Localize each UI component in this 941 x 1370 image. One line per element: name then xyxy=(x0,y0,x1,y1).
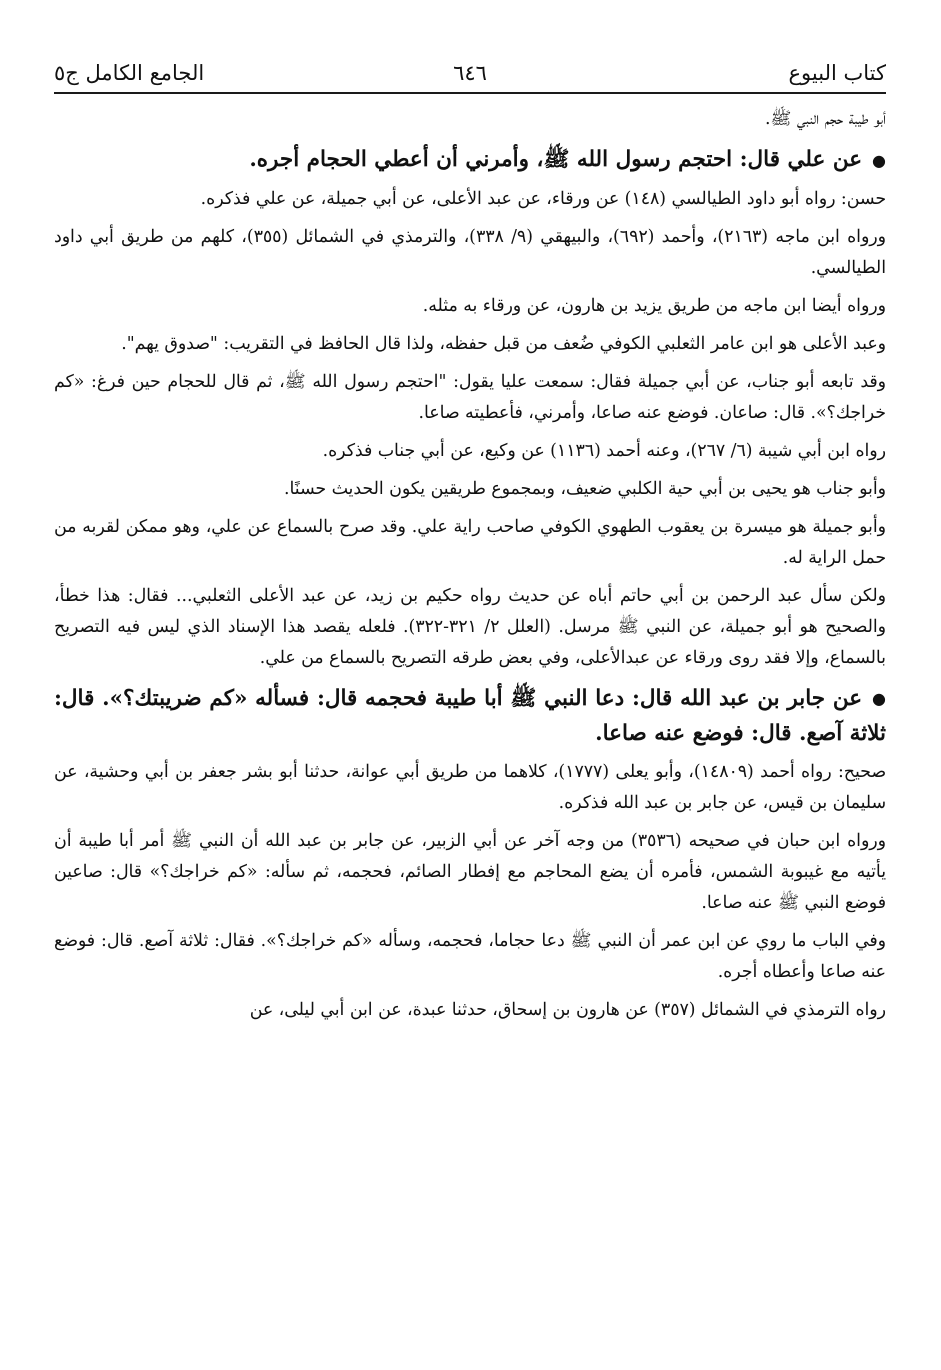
commentary-paragraph xyxy=(54,184,886,215)
commentary-paragraph xyxy=(54,995,886,1026)
commentary-paragraph xyxy=(54,436,886,467)
hadith-paragraph xyxy=(54,681,886,752)
commentary-paragraph xyxy=(54,329,886,360)
paragraph-text: وأبو جميلة هو ميسرة بن يعقوب الطهوي الكوفي صاحب راية علي. وقد صرح بالسماع عن علي، وهو ممكن لقربه من حمل الراية له. xyxy=(54,516,886,568)
commentary-paragraph xyxy=(54,581,886,674)
commentary-paragraph xyxy=(54,104,886,135)
commentary-paragraph xyxy=(54,826,886,919)
book-chapter-title: كتاب البيوع xyxy=(788,61,886,85)
book-page xyxy=(54,56,886,1356)
paragraph-text: عن جابر بن عبد الله قال: دعا النبي ﷺ أبا طيبة فحجمه قال: فسأله «كم ضريبتك؟». قال: ثلاثة آصع. قال: فوضع عنه صاعا. xyxy=(54,685,886,746)
paragraph-text: ورواه أيضا ابن ماجه من طريق يزيد بن هارون، عن ورقاء به مثله. xyxy=(422,295,886,316)
paragraph-text: ورواه ابن حبان في صحيحه (٣٥٣٦) من وجه آخر عن أبي الزبير، عن جابر بن عبد الله أن النبي ﷺ أمر أبا طيبة أن يأتيه مع غيبوبة الشمس، فأمره أن يضع المحاجم مع إفطار الصائم، فحجمه، ثم سأله: «كم خراجك؟» قال: صاعين فوضع النبي ﷺ عنه صاعا. xyxy=(54,831,886,913)
page-header xyxy=(54,56,886,94)
hadith-paragraph xyxy=(54,142,886,178)
paragraph-text: رواه ابن أبي شيبة (٦/ ٢٦٧)، وعنه أحمد (١١٣٦) عن وكيع، عن أبي جناب فذكره. xyxy=(322,440,886,461)
paragraph-text: وعبد الأعلى هو ابن عامر الثعلبي الكوفي ضُعف من قبل حفظه، ولذا قال الحافظ في التقريب: "صدوق يهم". xyxy=(121,333,886,354)
paragraph-text: ولكن سأل عبد الرحمن بن أبي حاتم أباه عن حديث رواه حكيم بن زيد، عن عبد الأعلى الثعلبي... فقال: هذا خطأ، والصحيح هو أبو جميلة، عن النبي ﷺ مرسل. (العلل ٢/ ٣٢١-٣٢٢). فلعله يقصد هذا الإسناد الذي ليس فيه التصريح بالسماع، وإلا فقد روى ورقاء عن عبدالأعلى، وفي بعض طرقه التصريح بالسماع من علي. xyxy=(54,585,886,668)
paragraph-text: ورواه ابن ماجه (٢١٦٣)، وأحمد (٦٩٢)، والبيهقي (٩/ ٣٣٨)، والترمذي في الشمائل (٣٥٥)، كلهم من طريق أبي داود الطيالسي. xyxy=(54,226,886,278)
commentary-paragraph xyxy=(54,757,886,819)
commentary-paragraph xyxy=(54,512,886,574)
bullet-icon: ● xyxy=(872,689,886,708)
paragraph-text: وأبو جناب هو يحيى بن أبي حية الكلبي ضعيف، وبمجموع طريقين يكون الحديث حسنًا. xyxy=(284,478,886,499)
commentary-paragraph xyxy=(54,222,886,284)
paragraph-text: رواه الترمذي في الشمائل (٣٥٧) عن هارون بن إسحاق، حدثنا عبدة، عن ابن أبي ليلى، عن xyxy=(249,1000,886,1020)
commentary-paragraph xyxy=(54,926,886,988)
paragraph-text: صحيح: رواه أحمد (١٤٨٠٩)، وأبو يعلى (١٧٧٧)، كلاهما من طريق أبي عوانة، حدثنا أبو بشر جعفر بن أبي وحشية، عن سليمان بن قيس، عن جابر بن عبد الله فذكره. xyxy=(54,762,886,813)
book-volume-title: الجامع الكامل ج٥ xyxy=(54,61,205,85)
paragraph-text: وفي الباب ما روي عن ابن عمر أن النبي ﷺ دعا حجاما، فحجمه، وسأله «كم خراجك؟». فقال: ثلاثة آصع. قال: فوضع عنه صاعا وأعطاه أجره. xyxy=(54,931,886,982)
paragraph-text: عن علي قال: احتجم رسول الله ﷺ، وأمرني أن أعطي الحجام أجره. xyxy=(249,147,863,172)
bullet-icon: ● xyxy=(872,150,886,170)
paragraph-text: أبو طيبة حجم النبي ﷺ. xyxy=(764,109,886,129)
commentary-paragraph xyxy=(54,367,886,429)
paragraph-text: حسن: رواه أبو داود الطيالسي (١٤٨) عن ورقاء، عن عبد الأعلى، عن أبي جميلة، عن علي فذكره. xyxy=(200,188,886,209)
commentary-paragraph xyxy=(54,291,886,322)
commentary-paragraph xyxy=(54,474,886,505)
page-number: ٦٤٦ xyxy=(453,61,487,85)
page-body xyxy=(54,94,886,1026)
paragraph-text: وقد تابعه أبو جناب، عن أبي جميلة فقال: سمعت عليا يقول: "احتجم رسول الله ﷺ، ثم قال للحجام حين فرغ: «كم خراجك؟». قال: صاعان. فوضع عنه صاعا، وأمرني، فأعطيته صاعا. xyxy=(54,371,886,423)
